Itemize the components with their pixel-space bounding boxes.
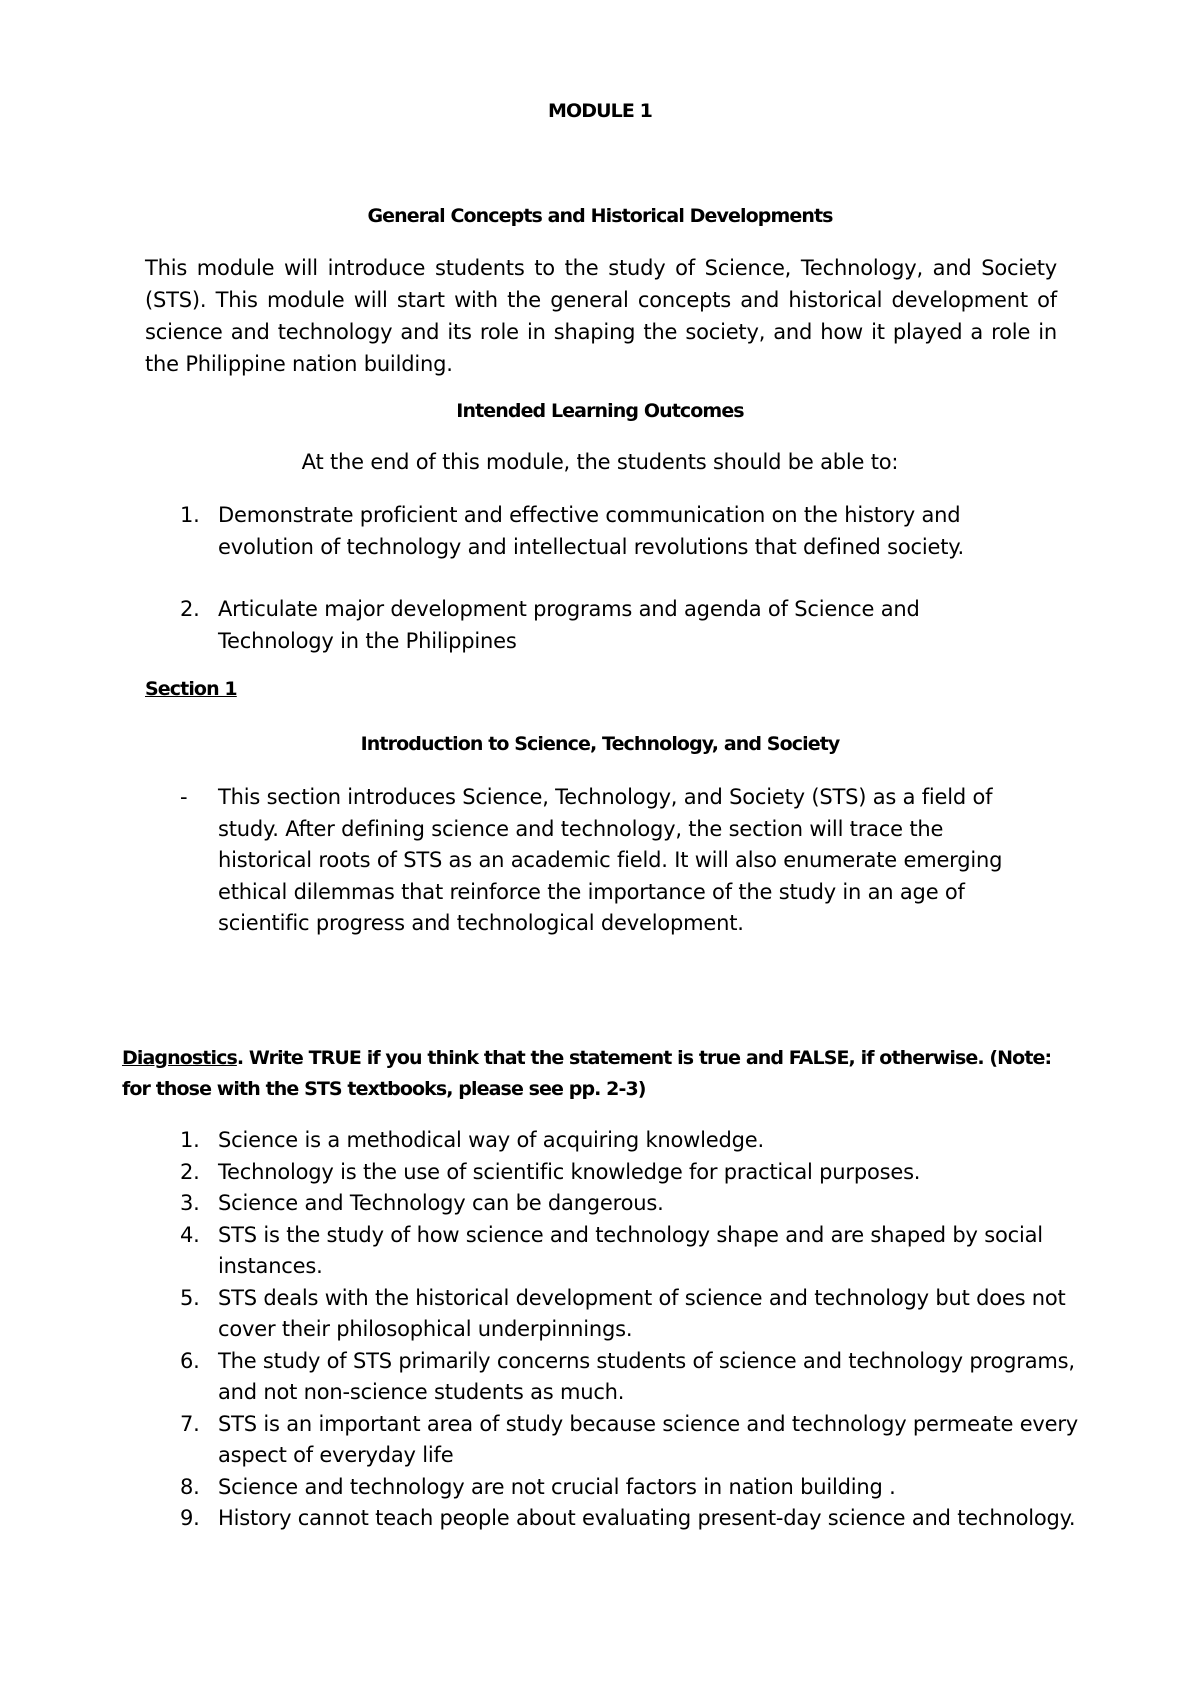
list-number: 1. bbox=[180, 1128, 200, 1152]
list-text: STS is the study of how science and technology shape and are shaped by social instances. bbox=[218, 1222, 1043, 1278]
diagnostics-instruction bbox=[122, 1043, 1082, 1105]
list-item bbox=[0, 500, 1010, 563]
list-item bbox=[0, 1125, 1080, 1157]
list-text: The study of STS primarily concerns students of science and technology programs, and not non-science students as much. bbox=[218, 1348, 1075, 1404]
list-text: Science is a methodical way of acquiring knowledge. bbox=[218, 1128, 764, 1152]
list-item bbox=[0, 1220, 1080, 1283]
list-text: Science and technology are not crucial factors in nation building . bbox=[218, 1474, 896, 1499]
section-label: Section 1 bbox=[145, 678, 237, 700]
list-text: History cannot teach people about evaluating present-day science and technology. bbox=[218, 1506, 1076, 1530]
ilo-heading: Intended Learning Outcomes bbox=[456, 400, 744, 422]
list-number: 2. bbox=[180, 1159, 200, 1184]
list-text: Technology is the use of scientific knowledge for practical purposes. bbox=[218, 1159, 921, 1184]
list-number: 3. bbox=[180, 1191, 200, 1215]
diagnostics-label: Diagnostics bbox=[122, 1047, 237, 1069]
list-number: 4. bbox=[180, 1222, 200, 1247]
intro-paragraph: This module will introduce students to the study of Science, Technology, and Society (STS). This module will start with the general concepts and historical development of science and technology and its role in shaping the society, and how it played a role in the Philippine nation building. bbox=[145, 256, 1057, 376]
module-heading: General Concepts and Historical Developments bbox=[367, 205, 833, 227]
section-heading: Introduction to Science, Technology, and Society bbox=[360, 733, 840, 755]
list-item bbox=[0, 594, 1010, 657]
list-item bbox=[0, 1283, 1080, 1346]
module-title: MODULE 1 bbox=[548, 100, 652, 122]
dash-marker: - bbox=[180, 785, 188, 809]
list-text: STS is an important area of study because science and technology permeate every aspect of everyday life bbox=[218, 1411, 1079, 1467]
list-number: 2. bbox=[180, 597, 200, 621]
list-text: Demonstrate proficient and effective communication on the history and evolution of technology and intellectual revolutions that defined society. bbox=[218, 503, 964, 559]
list-number: 8. bbox=[180, 1474, 200, 1499]
list-item bbox=[0, 1157, 1080, 1189]
section-description bbox=[180, 782, 1040, 940]
list-number: 9. bbox=[180, 1506, 200, 1530]
list-item bbox=[0, 1472, 1080, 1504]
list-text: STS deals with the historical development of science and technology but does not cover their philosophical underpinnings. bbox=[218, 1285, 1066, 1341]
list-number: 1. bbox=[180, 503, 200, 527]
list-text: Articulate major development programs and agenda of Science and Technology in the Philippines bbox=[218, 597, 920, 653]
list-item bbox=[0, 1409, 1080, 1472]
list-text: Science and Technology can be dangerous. bbox=[218, 1191, 664, 1215]
diagnostics-list bbox=[0, 1125, 1080, 1535]
list-item bbox=[0, 1188, 1080, 1220]
list-number: 6. bbox=[180, 1348, 200, 1373]
list-item bbox=[0, 1346, 1080, 1409]
list-number: 7. bbox=[180, 1411, 200, 1436]
diagnostics-instruction-text: . Write TRUE if you think that the statement is true and FALSE, if otherwise. (Note: for those with the STS textbooks, please see pp. 2-3) bbox=[122, 1047, 1052, 1100]
list-item bbox=[0, 1503, 1080, 1535]
list-number: 5. bbox=[180, 1285, 200, 1310]
ilo-lead: At the end of this module, the students should be able to: bbox=[301, 450, 899, 474]
outcomes-list bbox=[0, 500, 1010, 688]
section-description-text: This section introduces Science, Technology, and Society (STS) as a field of study. After defining science and technology, the section will trace the historical roots of STS as an academic field. It will also enumerate emerging ethical dilemmas that reinforce the importance of the study in an age of scientific progress and technological development. bbox=[218, 785, 1003, 935]
